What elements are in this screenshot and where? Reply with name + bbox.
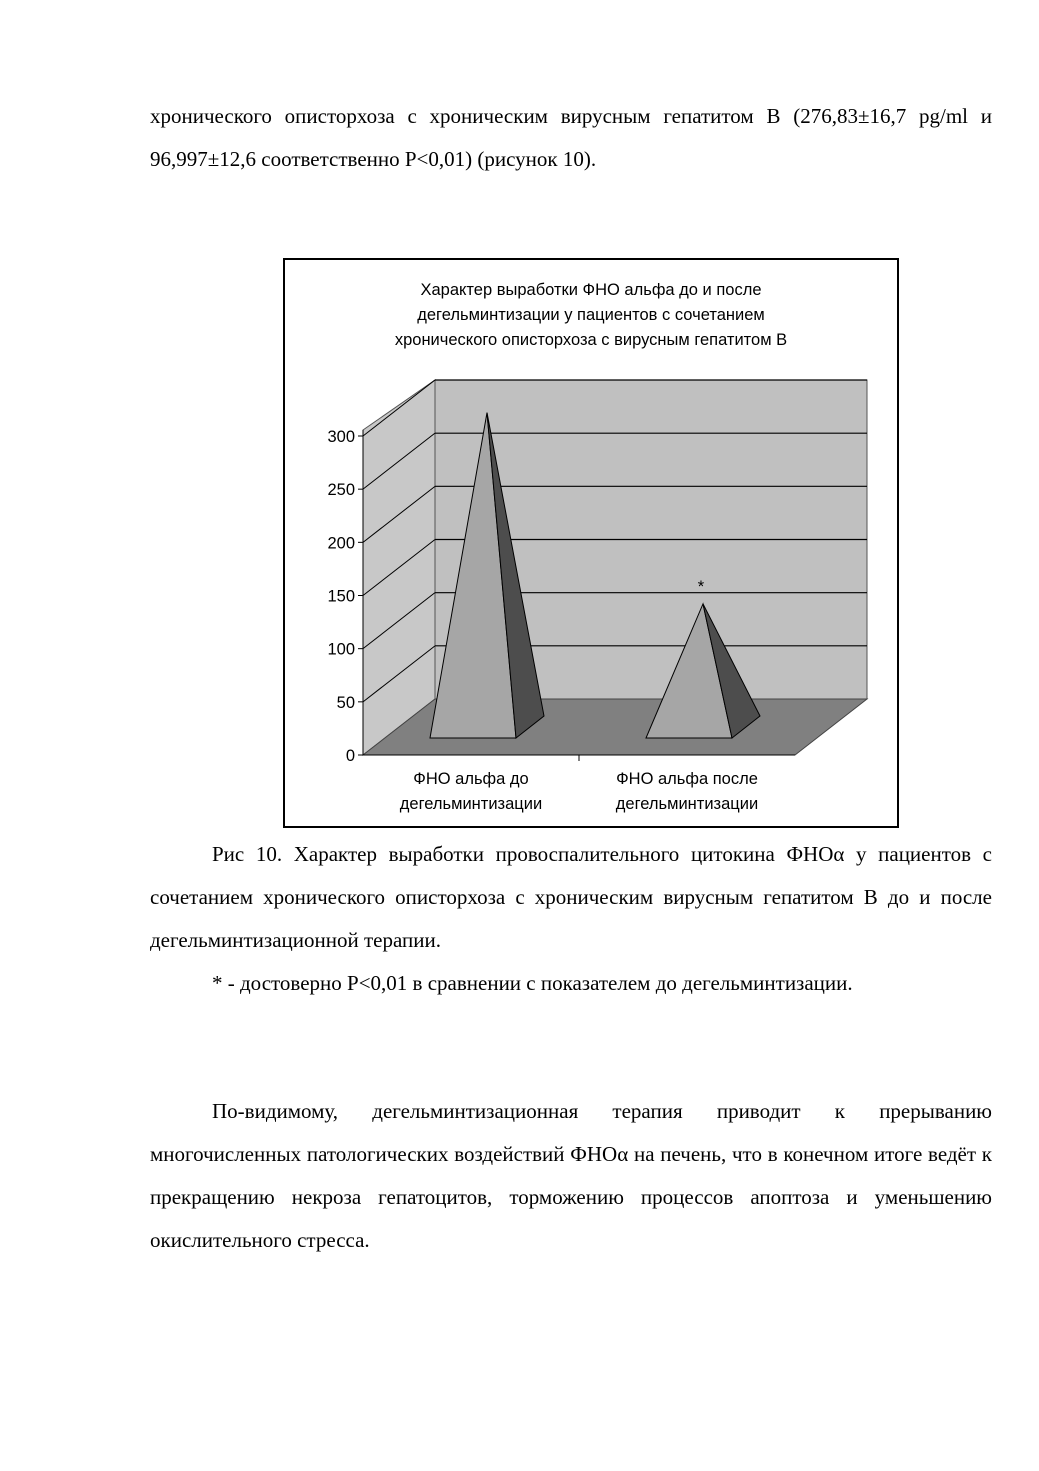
y-tick-label: 250 xyxy=(327,481,355,500)
chart-title-line: дегельминтизации у пациентов с сочетанием xyxy=(417,306,765,324)
y-tick-label: 100 xyxy=(327,640,355,659)
y-tick-label: 300 xyxy=(327,428,355,446)
paragraph-conclusion: По-видимому, дегельминтизационная терапия приводит к прерыванию многочисленных патологических воздействий ФНОα на печень, что в конечном итоге ведёт к прекращению некроза гепатоцитов, торможению процессов апоптоза и уменьшению окислительного стресса. xyxy=(150,1099,992,1252)
y-tick-label: 50 xyxy=(336,693,355,712)
significance-mark: * xyxy=(697,577,705,596)
text-top: хронического описторхоза с хроническим вирусным гепатитом В (276,83±16,7 pg/ml и 96,997±12,6 соответственно Р<0,01) (рисунок 10). xyxy=(150,104,992,171)
chart-title xyxy=(285,278,897,353)
y-tick-label: 150 xyxy=(327,587,355,606)
chart xyxy=(283,258,899,828)
x-category-label: ФНО альфа после xyxy=(616,770,758,788)
y-tick-label: 0 xyxy=(345,747,355,765)
chart-title-line: Характер выработки ФНО альфа до и после xyxy=(420,281,762,299)
x-category-label: ФНО альфа до xyxy=(413,770,529,788)
significance-note: * - достоверно Р<0,01 в сравнении с показателем до дегельминтизации. xyxy=(212,971,853,995)
figure-caption: Рис 10. Характер выработки провоспалительного цитокина ФНОα у пациентов с сочетанием хронического описторхоза с хроническим вирусным гепатитом В до и после дегельминтизационной терапии. xyxy=(150,842,992,952)
y-tick-label: 200 xyxy=(327,534,355,553)
chart-title-line: хронического описторхоза с вирусным гепатитом В xyxy=(394,331,788,349)
x-category-label: дегельминтизации xyxy=(399,795,543,813)
x-category-label: дегельминтизации xyxy=(615,795,759,813)
